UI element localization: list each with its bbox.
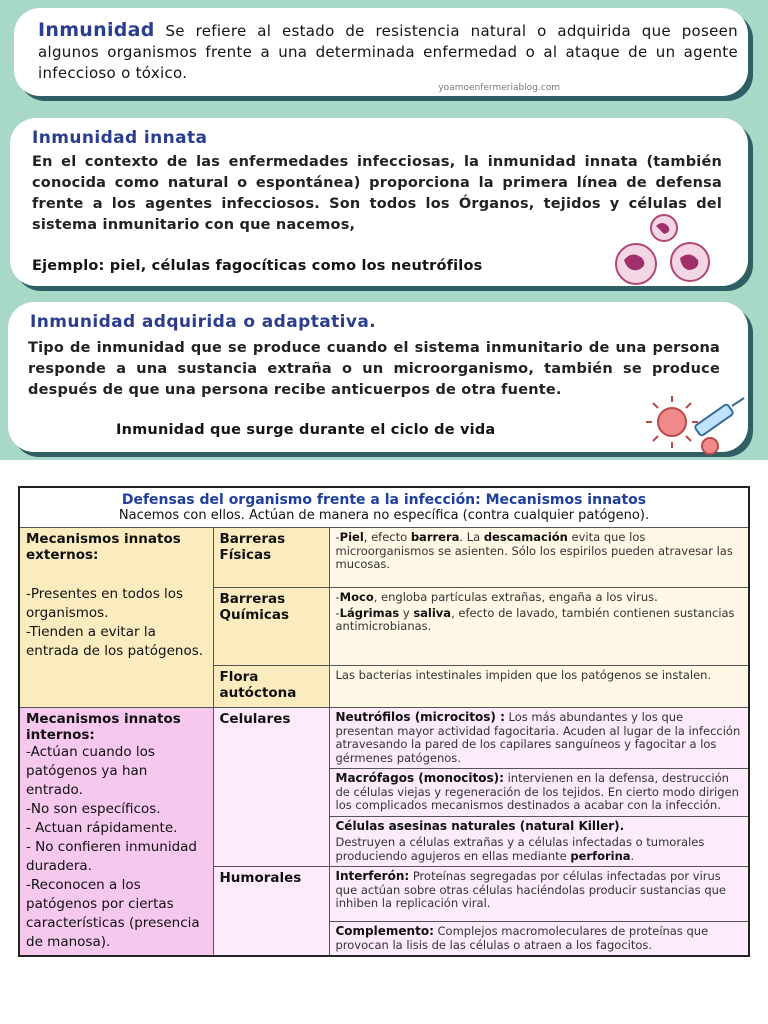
internal-label: Mecanismos innatos internos: (26, 711, 181, 743)
internal-mechanisms-cell (19, 708, 213, 957)
interferon-text: Interferón: Proteínas segregadas por células infectadas por virus que actúan sobre otras células haciéndolas producir sustancias que inhiben la replicación viral. (329, 867, 749, 922)
physical-barriers-text: -Piel, efecto barrera. La descamación evita que los microorganismos se asienten. Sólo los espirilos pueden atravesar las mucosas. (329, 528, 749, 588)
internal-line: -Actúan cuando los patógenos ya han entrado. (26, 744, 155, 798)
external-mechanisms-cell (19, 528, 213, 708)
physical-barriers-label: Barreras Físicas (213, 528, 329, 588)
internal-line: - Actuan rápidamente. (26, 820, 178, 836)
macrophages-text: Macrófagos (monocitos): intervienen en la defensa, destrucción de células viejas y regeneración de los tejidos. En cierto modo dirigen los complicados mecanismos destinados a acabar con la infección. (329, 769, 749, 817)
external-label: Mecanismos innatos externos: (26, 531, 181, 563)
adaptive-card (8, 302, 748, 452)
native-flora-text: Las bacterias intestinales impiden que los patógenos se instalen. (329, 666, 749, 708)
chemical-barriers-text: -Moco, engloba partículas extrañas, engaña a los virus. -Lágrimas y saliva, efecto de lavado, también contienen sustancias antimicrobianas. (329, 588, 749, 666)
table-subtitle: Nacemos con ellos. Actúan de manera no específica (contra cualquier patógeno). (118, 508, 650, 523)
external-line: -Presentes en todos los organismos. (26, 586, 184, 621)
innate-title: Inmunidad innata (32, 128, 208, 148)
cellular-label: Celulares (213, 708, 329, 867)
neutrophils-text: Neutrófilos (microcitos) : Los más abundantes y los que presentan mayor actividad fagocitaria. Acuden al lugar de la infección atravesando la pared de los capilares sanguíneos y fagocitar a los gérmenes patógenos. (329, 708, 749, 769)
infographic-panel (0, 0, 768, 460)
table-header (19, 487, 749, 528)
adaptive-title: Inmunidad adquirida o adaptativa. (30, 312, 377, 332)
complement-text: Complemento: Complejos macromoleculares de proteínas que provocan la lisis de las células o atraen a los fagocitos. (329, 922, 749, 957)
term: Inmunidad (38, 19, 155, 41)
innate-text: En el contexto de las enfermedades infecciosas, la inmunidad innata (también conocida como natural o espontánea) proporciona la primera línea de defensa frente a los agentes infecciosos. Son todos los Órganos, tejidos y células del sistema inmunitario con que nacemos, (32, 154, 722, 233)
internal-line: -No son específicos. (26, 801, 161, 817)
source-watermark: yoamoenfermeriablog.com (438, 83, 560, 93)
virus-syringe-illustration (640, 392, 750, 458)
adaptive-note: Inmunidad que surge durante el ciclo de vida (116, 422, 496, 438)
internal-line: - No confieren inmunidad duradera. (26, 839, 197, 874)
chemical-barriers-label: Barreras Químicas (213, 588, 329, 666)
neutrophil-cells-illustration (606, 214, 716, 286)
external-line: -Tienden a evitar la entrada de los patógenos. (26, 624, 204, 659)
definition-card (14, 8, 748, 96)
natural-killer-text: Células asesinas naturales (natural Killer). Destruyen a células extrañas y a células infectadas o tumorales produciendo agujeros en ellas mediante perforina. (329, 816, 749, 867)
adaptive-text: Tipo de inmunidad que se produce cuando el sistema inmunitario de una persona responde a una sustancia extraña o un microorganismo, también se produce después de que una persona recibe anticuerpos de otra fuente. (28, 340, 720, 398)
native-flora-label: Flora autóctona (213, 666, 329, 708)
natural-killer-title: Células asesinas naturales (natural Killer). (335, 818, 625, 833)
definition-text: Inmunidad Se refiere al estado de resistencia natural o adquirida que poseen algunos organismos frente a una determinada enfermedad o al ataque de un agente infeccioso o tóxico. (38, 19, 738, 82)
humoral-label: Humorales (213, 867, 329, 957)
innate-mechanisms-table (18, 486, 750, 957)
internal-line: -Reconocen a los patógenos por ciertas características (presencia de manosa). (26, 877, 200, 950)
table-title: Defensas del organismo frente a la infección: Mecanismos innatos (121, 492, 647, 508)
innate-example: Ejemplo: piel, células fagocíticas como los neutrófilos (32, 258, 483, 274)
